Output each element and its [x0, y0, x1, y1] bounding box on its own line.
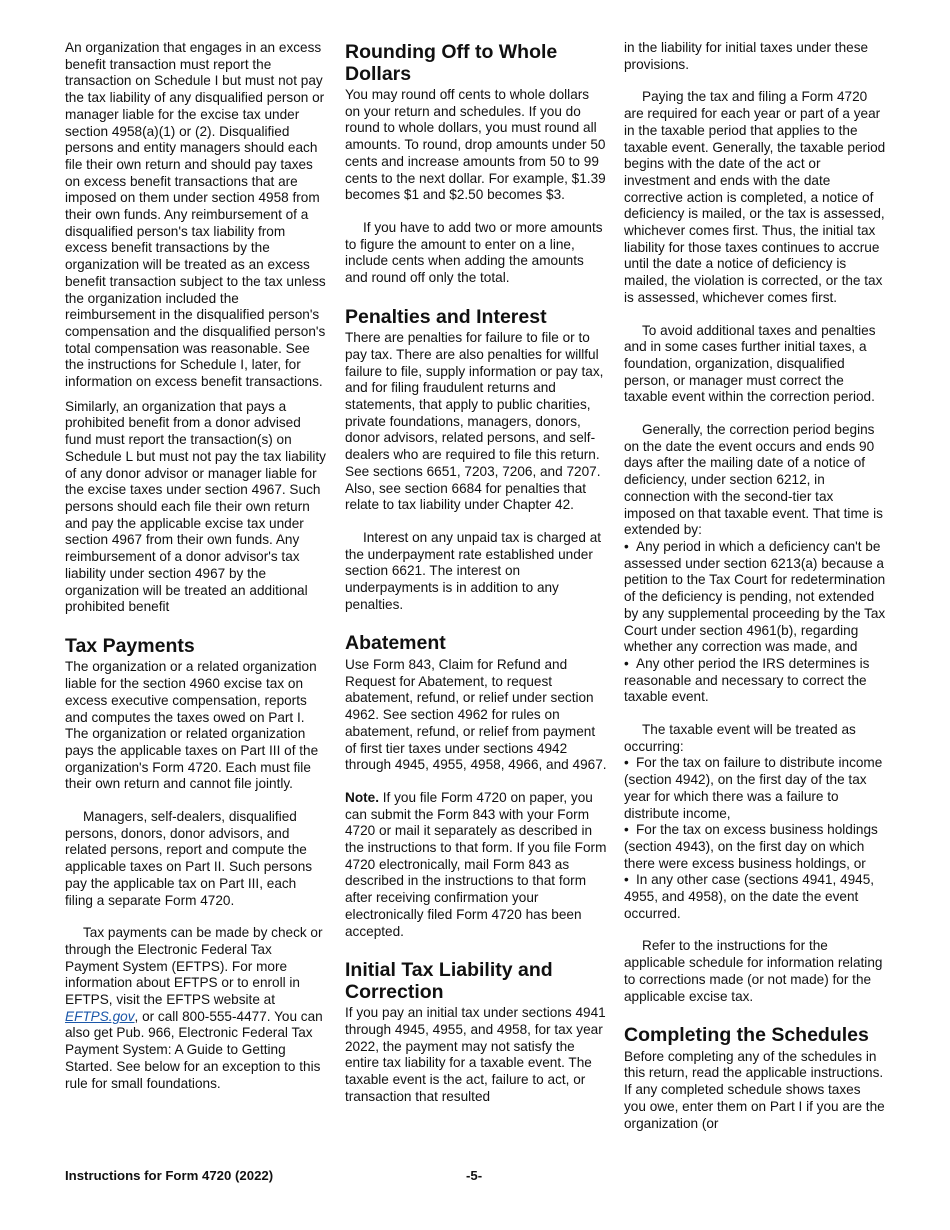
- list-item: [624, 656, 886, 706]
- paragraph: Interest on any unpaid tax is charged at the underpayment rate established under section 6621. The interest on underpayments is in addition to any penalties.: [345, 529, 602, 612]
- note-paragraph: [345, 790, 607, 940]
- list-item-text: Any period in which a deficiency can't be assessed under section 6213(a) because a petition to the Tax Court for redetermination of the deficiency is pending, not extended by any supplemental proceeding by the Tax Court under section 4961(b), regarding whether any correction was made, and: [624, 538, 886, 655]
- paragraph: Use Form 843, Claim for Refund and Request for Abatement, to request abatement, refund, or relief under section 4962. See section 4962 for rules on abatement, refund, or relief from payment of first tier taxes under sections 4942 through 4945, 4955, 4958, 4966, and 4967.: [345, 656, 607, 773]
- paragraph: The organization or a related organization liable for the section 4960 excise tax on excess executive compensation, reports and computes the taxes owed on Part I. The organization or related organization pays the applicable taxes on Part III of the organization's Form 4720. Each must file their own return and cannot file jointly.: [65, 659, 319, 792]
- column-left: [65, 40, 327, 1100]
- paragraph: To avoid additional taxes and penalties and in some cases further initial taxes, a foundation, organization, disqualified person, or manager must correct the taxable event within the correction period.: [624, 322, 876, 405]
- heading-tax-payments: Tax Payments: [65, 634, 195, 657]
- bullet-icon: •: [624, 538, 629, 554]
- text: , or call 800-555-4477. You can also get Pub. 966, Electronic Federal Tax Payment System: A Guide to Getting Started. See below for an exception to this rule for small foundations.: [65, 1008, 323, 1091]
- footer-form-title: Instructions for Form 4720 (2022): [65, 1168, 274, 1183]
- paragraph: in the liability for initial taxes under these provisions.: [624, 40, 869, 72]
- paragraph: If you pay an initial tax under sections 4941 through 4945, 4955, and 4958, for tax year 2022, the payment may not satisfy the entire tax liability for a taxable event. The taxable event is the act, failure to act, or transaction that resulted: [345, 1005, 606, 1104]
- bullet-icon: •: [624, 755, 629, 771]
- list-item-text: In any other case (sections 4941, 4945, 4955, and 4958), on the date the event occurred.: [624, 872, 875, 921]
- heading-abatement: Abatement: [345, 632, 446, 655]
- paragraph: Paying the tax and filing a Form 4720 are required for each year or part of a year in the taxable period that applies to the taxable event. Generally, the taxable period begins with the date of the act or investment and ends with the date corrective action is completed, a notice of deficiency is mailed, or the tax is assessed, whichever comes first. Thus, the initial tax liability for those taxes continues to accrue until the date a notice of deficiency is mailed, the violation is corrected, or the tax is assessed, whichever comes first.: [624, 89, 886, 305]
- list-item-text: For the tax on failure to distribute income (section 4942), on the first day of the tax year for which there was a failure to distribute income,: [624, 755, 883, 821]
- bullet-icon: •: [624, 872, 629, 888]
- paragraph: An organization that engages in an excess benefit transaction must report the transaction on Schedule I but must not pay the tax liability of any disqualified person or manager liable for the excise tax under section 4958(a)(1) or (2). Disqualified persons and entity managers should each file their own return and should pay taxes on excess benefit transactions that are imposed on them under section 4958 from their own funds. Any reimbursement of a disqualified person's tax liability from excess benefit transactions by the organization will be treated as an excess benefit transaction subject to the tax unless the organization included the reimbursement in the disqualified person's compensation and the disqualified person's total compensation was reasonable. See the instructions for Schedule I, later, for information on excess benefit transactions.: [65, 40, 326, 390]
- heading-initial-tax: Initial Tax Liability and Correction: [345, 959, 553, 1003]
- heading-rounding: Rounding Off to Whole Dollars: [345, 41, 558, 85]
- heading-completing-schedules: Completing the Schedules: [624, 1024, 869, 1047]
- column-middle: [345, 40, 607, 1113]
- bullet-icon: •: [624, 822, 629, 838]
- bullet-icon: •: [624, 655, 629, 671]
- note-label: Note.: [345, 789, 379, 805]
- paragraph: Before completing any of the schedules in this return, read the applicable instructions. If any completed schedule shows taxes you owe, enter them on Part I if you are the organization (or: [624, 1048, 885, 1131]
- list-item-text: Any other period the IRS determines is reasonable and necessary to correct the taxable event.: [624, 655, 870, 705]
- heading-penalties: Penalties and Interest: [345, 305, 547, 328]
- paragraph: If you have to add two or more amounts to figure the amount to enter on a line, include cents when adding the amounts and round off only the total.: [345, 219, 603, 286]
- list-item: [624, 539, 886, 656]
- bullet-list-occurring: [624, 755, 886, 922]
- paragraph: Managers, self-dealers, disqualified persons, donors, donor advisors, and related persons, report and compute the applicable taxes on Part II. Such persons pay the applicable tax on Part III, each filing a separate Form 4720.: [65, 809, 313, 908]
- paragraph: Similarly, an organization that pays a prohibited benefit from a donor advised fund must report the transaction(s) on Schedule L but must not pay the tax liability of any donor advisor or manager liable for the excise taxes under section 4967. Such persons should each file their own return and pay the applicable excise tax under section 4967 from their own funds. Any reimbursement of a donor advisor's tax liability under section 4967 by the organization will be treated an additional prohibited benefit: [65, 398, 326, 615]
- paragraph: Refer to the instructions for the applicable schedule for information relating to corrections made (or not made) for the applicable excise tax.: [624, 938, 883, 1004]
- paragraph: Generally, the correction period begins on the date the event occurs and ends 90 days after the mailing date of a notice of deficiency, under section 6212, in connection with the second-tier tax imposed on that taxable event. That time is extended by:: [624, 422, 883, 538]
- page-number: -5-: [466, 1168, 483, 1183]
- bullet-list-extensions: [624, 539, 886, 706]
- list-item-text: For the tax on excess business holdings (section 4943), on the first day on which there were excess business holdings, or: [624, 822, 878, 871]
- paragraph: The taxable event will be treated as occurring:: [624, 722, 856, 754]
- list-item: [624, 872, 886, 922]
- note-text: If you file Form 4720 on paper, you can submit the Form 843 with your Form 4720 or mail it separately as described in the instructions to that form. If you file Form 4720 electronically, mail Form 843 as described in the instructions to that form after receiving confirmation your electronically filed Form 4720 has been accepted.: [345, 789, 607, 939]
- column-right: [624, 40, 886, 1140]
- text: Tax payments can be made by check or through the Electronic Federal Tax Payment System (EFTPS). For more information about EFTPS or to enroll in EFTPS, visit the EFTPS website at: [65, 925, 323, 1008]
- paragraph: There are penalties for failure to file or to pay tax. There are also penalties for willful failure to file, supply information or pay tax, and for filing fraudulent returns and statements, that apply to public charities, private foundations, managers, donors, donor advisors, related persons, and self-dealers who are required to file this return. See sections 6651, 7203, 7206, and 7207. Also, see section 6684 for penalties that relate to tax liability under Chapter 42.: [345, 330, 604, 513]
- list-item: [624, 755, 886, 822]
- paragraph: You may round off cents to whole dollars on your return and schedules. If you do round to whole dollars, you must round all amounts. To round, drop amounts under 50 cents and increase amounts from 50 to 99 cents to the next dollar. For example, $1.39 becomes $1 and $2.50 becomes $3.: [345, 87, 606, 203]
- list-item: [624, 822, 886, 872]
- eftps-link[interactable]: EFTPS.gov: [65, 1008, 135, 1024]
- paragraph-eftps: [65, 925, 327, 1092]
